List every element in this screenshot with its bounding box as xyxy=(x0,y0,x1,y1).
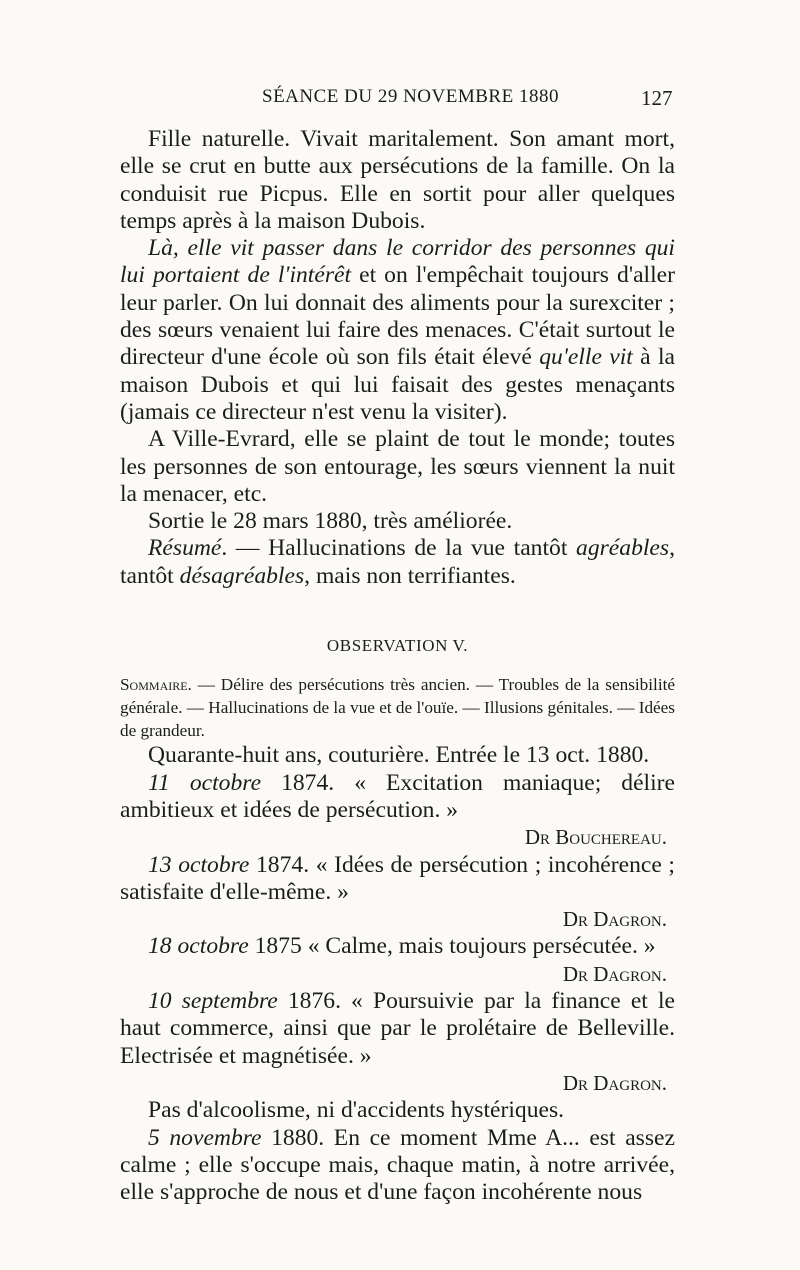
entry-1875-oct-18: 18 octobre 1875 « Calme, mais toujours persécutée. » xyxy=(148,933,656,960)
paragraph-sortie: Sortie le 28 mars 1880, très améliorée. xyxy=(148,508,513,535)
entry-1880-nov-5: 5 novembre 1880. En ce moment Mme A... est assez calme ; elle s'occupe mais, chaque matin, à notre arrivée, elle s'approche de nous et d'une façon incohérente nous xyxy=(120,1124,675,1206)
signature-dagron-2: Dr Dagron. xyxy=(562,961,667,986)
running-title: SÉANCE DU 29 NOVEMBRE 1880 xyxy=(262,86,559,107)
entry-1874-oct-13: 13 octobre 1874. « Idées de persécution ; incohérence ; satisfaite d'elle-même. » xyxy=(120,851,675,905)
paragraph-family: Fille naturelle. Vivait maritalement. Son amant mort, elle se crut en butte aux persécutions de la famille. On la conduisit rue Picpus. Elle en sortit pour aller quelques temps après à la maison Dubois. xyxy=(120,126,675,234)
signature-dagron-1: Dr Dagron. xyxy=(562,907,667,932)
entry-1876-sep-10: 10 septembre 1876. « Poursuivie par la finance et le haut commerce, ainsi que par le prolétaire de Belleville. Electrisée et magnétisée. » xyxy=(120,988,675,1069)
body-text xyxy=(120,126,675,1206)
signature-dagron-3: Dr Dagron. xyxy=(562,1070,667,1095)
sommaire-label: Sommaire. xyxy=(120,675,192,695)
paragraph-dubois: Là, elle vit passer dans le corridor des personnes qui lui portaient de l'intérêt et on l'empêchait toujours d'aller leur parler. On lui donnait des aliments pour la surexciter ; des sœurs venaient lui faire des menaces. C'était surtout le directeur d'une école où son fils était élevé qu'elle vit à la maison Dubois et qui lui faisait des gestes menaçants (jamais ce directeur n'est venu la visiter). xyxy=(120,235,675,425)
sommaire xyxy=(120,673,675,742)
sommaire-text: — Délire des persécutions très ancien. — Troubles de la sensibilité générale. — Hallucinations de la vue et de l'ouïe. — Illusions génitales. — Idées de grandeur. xyxy=(120,675,675,741)
paragraph-ville-evrard: A Ville-Evrard, elle se plaint de tout le monde; toutes les personnes de son entourage, les sœurs viennent la nuit la menacer, etc. xyxy=(120,426,675,507)
page-header xyxy=(0,86,800,116)
signature-bouchereau: Dr Bouchereau. xyxy=(524,825,667,850)
paragraph-resume: Résumé. — Hallucinations de la vue tantôt agréables, tantôt désagréables, mais non terrifiantes. xyxy=(120,535,675,589)
entry-1874-oct-11: 11 octobre 1874. « Excitation maniaque; délire ambitieux et idées de persécution. » xyxy=(120,769,675,823)
entry-intro: Quarante-huit ans, couturière. Entrée le 13 oct. 1880. xyxy=(148,742,650,769)
observation-title: OBSERVATION V. xyxy=(326,636,469,656)
paragraph-alcoolisme: Pas d'alcoolisme, ni d'accidents hystériques. xyxy=(148,1097,565,1124)
page-number: 127 xyxy=(641,86,673,110)
